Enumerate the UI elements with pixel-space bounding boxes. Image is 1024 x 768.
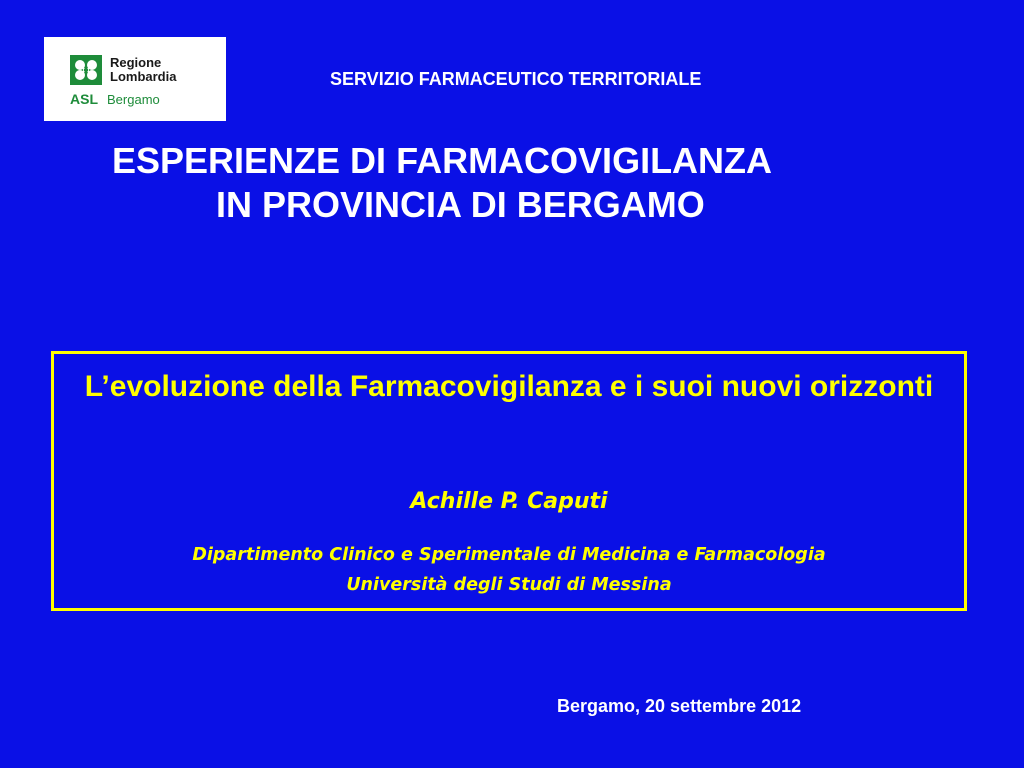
- asl-bergamo-logo: [44, 37, 226, 121]
- logo-asl: ASL: [70, 91, 98, 107]
- service-title: SERVIZIO FARMACEUTICO TERRITORIALE: [330, 69, 702, 89]
- affiliation-line1: Dipartimento Clinico e Sperimentale di Medicina e Farmacologia: [192, 545, 826, 565]
- presentation-info-box: [51, 351, 967, 611]
- author-name: Achille P. Caputi: [410, 489, 608, 514]
- regione-lombardia-emblem-icon: [44, 37, 226, 121]
- title-line1: ESPERIENZE DI FARMACOVIGILANZA: [112, 140, 773, 181]
- affiliation-line2: Università degli Studi di Messina: [346, 575, 672, 595]
- logo-line2: Lombardia: [110, 69, 177, 84]
- title-line2: IN PROVINCIA DI BERGAMO: [216, 184, 705, 225]
- logo-line1: Regione: [110, 55, 162, 70]
- author-affiliation: [54, 540, 964, 600]
- logo-city: Bergamo: [107, 92, 160, 107]
- page-title: [64, 139, 1004, 227]
- date-location: Bergamo, 20 settembre 2012: [557, 696, 802, 716]
- talk-title: L’evoluzione della Farmacovigilanza e i suoi nuovi orizzonti: [84, 370, 934, 403]
